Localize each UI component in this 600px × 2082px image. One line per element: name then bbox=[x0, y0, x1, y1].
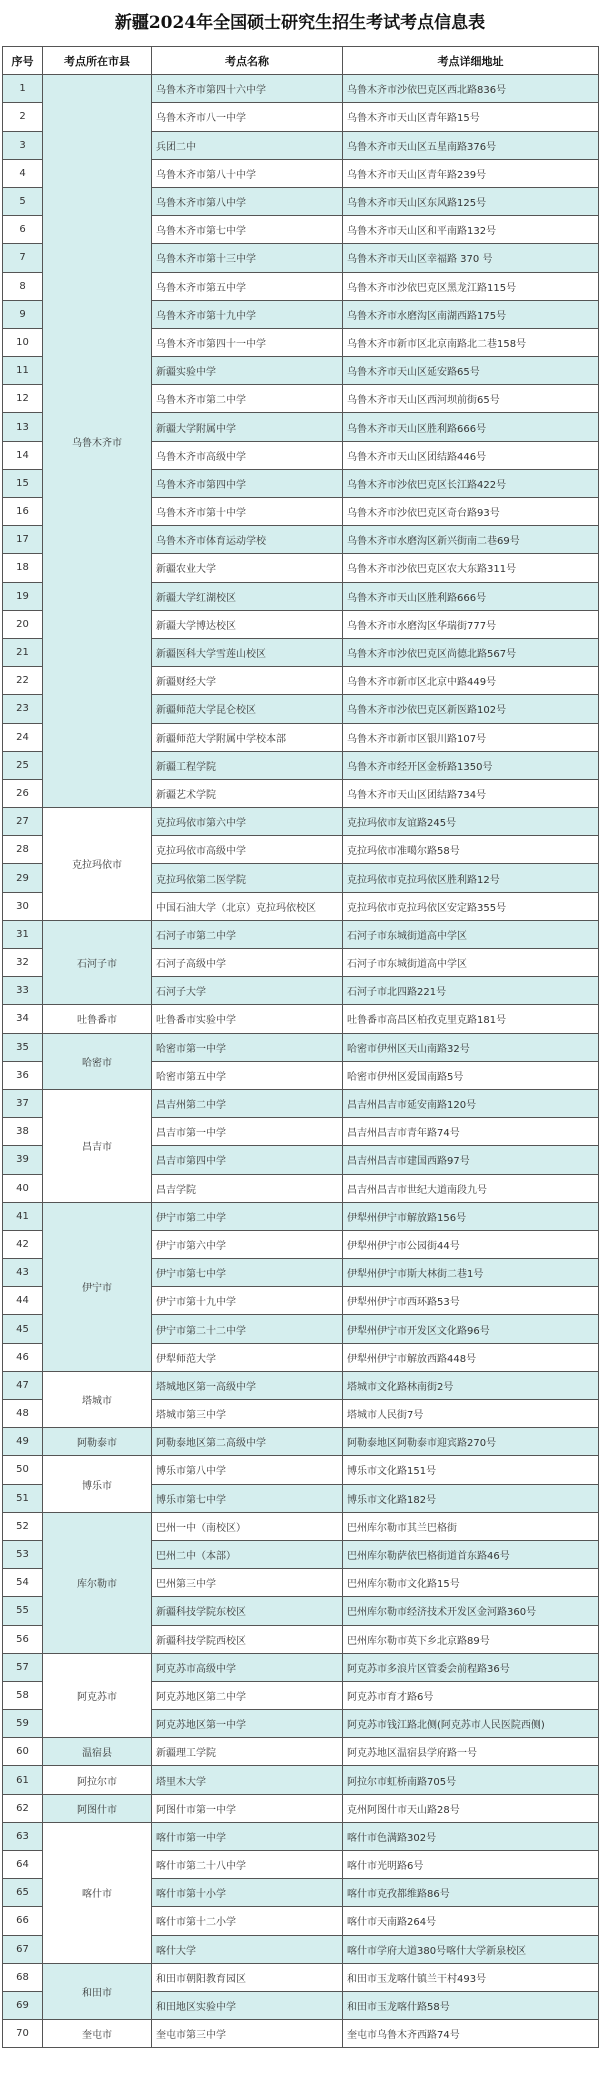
cell-city: 博乐市 bbox=[43, 1456, 152, 1512]
cell-seq: 63 bbox=[3, 1822, 43, 1850]
cell-address: 伊犁州伊宁市西环路53号 bbox=[343, 1287, 599, 1315]
cell-seq: 61 bbox=[3, 1766, 43, 1794]
cell-site-name: 乌鲁木齐市体育运动学校 bbox=[152, 526, 343, 554]
cell-address: 克拉玛依市克拉玛依区安定路355号 bbox=[343, 892, 599, 920]
cell-address: 喀什市色满路302号 bbox=[343, 1822, 599, 1850]
cell-site-name: 新疆大学博达校区 bbox=[152, 610, 343, 638]
cell-address: 塔城市人民街7号 bbox=[343, 1400, 599, 1428]
cell-site-name: 石河子高级中学 bbox=[152, 949, 343, 977]
cell-address: 乌鲁木齐市水磨沟区新兴街南二巷69号 bbox=[343, 526, 599, 554]
table-row bbox=[3, 1005, 599, 1033]
cell-address: 喀什市克孜都维路86号 bbox=[343, 1879, 599, 1907]
cell-site-name: 哈密市第五中学 bbox=[152, 1061, 343, 1089]
cell-seq: 66 bbox=[3, 1907, 43, 1935]
cell-city: 奎屯市 bbox=[43, 2020, 152, 2048]
cell-seq: 65 bbox=[3, 1879, 43, 1907]
cell-address: 乌鲁木齐市沙依巴克区尚德北路567号 bbox=[343, 638, 599, 666]
cell-seq: 12 bbox=[3, 385, 43, 413]
cell-address: 乌鲁木齐市天山区胜利路666号 bbox=[343, 413, 599, 441]
cell-seq: 38 bbox=[3, 1118, 43, 1146]
cell-seq: 53 bbox=[3, 1540, 43, 1568]
cell-site-name: 和田地区实验中学 bbox=[152, 1991, 343, 2019]
header-city: 考点所在市县 bbox=[43, 47, 152, 75]
cell-site-name: 石河子大学 bbox=[152, 977, 343, 1005]
cell-seq: 5 bbox=[3, 187, 43, 215]
cell-address: 石河子市东城街道高中学区 bbox=[343, 949, 599, 977]
cell-seq: 13 bbox=[3, 413, 43, 441]
table-row bbox=[3, 1822, 599, 1850]
cell-seq: 16 bbox=[3, 498, 43, 526]
table-row bbox=[3, 2020, 599, 2048]
cell-address: 阿克苏市育才路6号 bbox=[343, 1681, 599, 1709]
cell-site-name: 新疆科技学院西校区 bbox=[152, 1625, 343, 1653]
cell-seq: 26 bbox=[3, 779, 43, 807]
cell-seq: 42 bbox=[3, 1230, 43, 1258]
cell-site-name: 石河子市第二中学 bbox=[152, 920, 343, 948]
cell-seq: 10 bbox=[3, 328, 43, 356]
cell-site-name: 新疆大学红湖校区 bbox=[152, 582, 343, 610]
cell-seq: 8 bbox=[3, 272, 43, 300]
cell-address: 和田市玉龙喀什镇兰干村493号 bbox=[343, 1963, 599, 1991]
cell-seq: 23 bbox=[3, 695, 43, 723]
cell-site-name: 新疆科技学院东校区 bbox=[152, 1597, 343, 1625]
cell-site-name: 新疆师范大学昆仑校区 bbox=[152, 695, 343, 723]
cell-seq: 59 bbox=[3, 1710, 43, 1738]
cell-site-name: 喀什市第十二小学 bbox=[152, 1907, 343, 1935]
cell-address: 乌鲁木齐市新市区银川路107号 bbox=[343, 723, 599, 751]
cell-city: 克拉玛依市 bbox=[43, 808, 152, 921]
cell-seq: 56 bbox=[3, 1625, 43, 1653]
cell-address: 乌鲁木齐市天山区胜利路666号 bbox=[343, 582, 599, 610]
cell-seq: 54 bbox=[3, 1569, 43, 1597]
cell-address: 乌鲁木齐市天山区团结路446号 bbox=[343, 441, 599, 469]
cell-seq: 9 bbox=[3, 300, 43, 328]
table-row bbox=[3, 1456, 599, 1484]
cell-site-name: 新疆实验中学 bbox=[152, 357, 343, 385]
cell-site-name: 克拉玛依市第六中学 bbox=[152, 808, 343, 836]
cell-address: 喀什市光明路6号 bbox=[343, 1851, 599, 1879]
cell-address: 昌吉州昌吉市世纪大道南段九号 bbox=[343, 1174, 599, 1202]
cell-site-name: 乌鲁木齐市第十中学 bbox=[152, 498, 343, 526]
cell-seq: 31 bbox=[3, 920, 43, 948]
cell-site-name: 乌鲁木齐市第二中学 bbox=[152, 385, 343, 413]
cell-city: 和田市 bbox=[43, 1963, 152, 2019]
cell-seq: 19 bbox=[3, 582, 43, 610]
cell-site-name: 博乐市第七中学 bbox=[152, 1484, 343, 1512]
cell-seq: 3 bbox=[3, 131, 43, 159]
table-row bbox=[3, 920, 599, 948]
table-row bbox=[3, 1738, 599, 1766]
cell-site-name: 塔里木大学 bbox=[152, 1766, 343, 1794]
table-row bbox=[3, 1428, 599, 1456]
cell-address: 昌吉州昌吉市青年路74号 bbox=[343, 1118, 599, 1146]
cell-seq: 32 bbox=[3, 949, 43, 977]
cell-address: 乌鲁木齐市沙依巴克区长江路422号 bbox=[343, 469, 599, 497]
cell-address: 阿克苏地区温宿县学府路一号 bbox=[343, 1738, 599, 1766]
cell-address: 伊犁州伊宁市解放路156号 bbox=[343, 1202, 599, 1230]
header-seq: 序号 bbox=[3, 47, 43, 75]
cell-seq: 1 bbox=[3, 75, 43, 103]
cell-site-name: 喀什大学 bbox=[152, 1935, 343, 1963]
table-body bbox=[3, 75, 599, 2048]
cell-address: 哈密市伊州区爱国南路5号 bbox=[343, 1061, 599, 1089]
cell-address: 乌鲁木齐市水磨沟区华瑞街777号 bbox=[343, 610, 599, 638]
cell-city: 哈密市 bbox=[43, 1033, 152, 1089]
cell-address: 乌鲁木齐市天山区和平南路132号 bbox=[343, 216, 599, 244]
cell-seq: 60 bbox=[3, 1738, 43, 1766]
cell-address: 巴州库尔勒市英下乡北京路89号 bbox=[343, 1625, 599, 1653]
cell-seq: 52 bbox=[3, 1512, 43, 1540]
cell-seq: 45 bbox=[3, 1315, 43, 1343]
cell-address: 阿克苏市钱江路北侧(阿克苏市人民医院西侧) bbox=[343, 1710, 599, 1738]
cell-seq: 28 bbox=[3, 836, 43, 864]
cell-site-name: 克拉玛依第二医学院 bbox=[152, 864, 343, 892]
cell-address: 巴州库尔勒市经济技术开发区金河路360号 bbox=[343, 1597, 599, 1625]
cell-site-name: 乌鲁木齐市第四中学 bbox=[152, 469, 343, 497]
cell-site-name: 奎屯市第三中学 bbox=[152, 2020, 343, 2048]
cell-seq: 29 bbox=[3, 864, 43, 892]
table-row bbox=[3, 1089, 599, 1117]
cell-address: 哈密市伊州区天山南路32号 bbox=[343, 1033, 599, 1061]
cell-address: 乌鲁木齐市新市区北京中路449号 bbox=[343, 667, 599, 695]
cell-address: 乌鲁木齐市天山区东风路125号 bbox=[343, 187, 599, 215]
cell-site-name: 新疆农业大学 bbox=[152, 554, 343, 582]
cell-site-name: 昌吉市第一中学 bbox=[152, 1118, 343, 1146]
cell-seq: 22 bbox=[3, 667, 43, 695]
cell-address: 乌鲁木齐市天山区西河坝前街65号 bbox=[343, 385, 599, 413]
cell-seq: 69 bbox=[3, 1991, 43, 2019]
header-address: 考点详细地址 bbox=[343, 47, 599, 75]
cell-seq: 62 bbox=[3, 1794, 43, 1822]
table-header-row bbox=[3, 47, 599, 75]
cell-address: 阿拉尔市虹桥南路705号 bbox=[343, 1766, 599, 1794]
cell-address: 乌鲁木齐市天山区五星南路376号 bbox=[343, 131, 599, 159]
cell-seq: 24 bbox=[3, 723, 43, 751]
cell-seq: 47 bbox=[3, 1371, 43, 1399]
cell-address: 乌鲁木齐市沙依巴克区农大东路311号 bbox=[343, 554, 599, 582]
cell-address: 乌鲁木齐市沙依巴克区奇台路93号 bbox=[343, 498, 599, 526]
cell-seq: 39 bbox=[3, 1146, 43, 1174]
cell-seq: 35 bbox=[3, 1033, 43, 1061]
cell-address: 伊犁州伊宁市开发区文化路96号 bbox=[343, 1315, 599, 1343]
cell-seq: 57 bbox=[3, 1653, 43, 1681]
cell-site-name: 伊宁市第十九中学 bbox=[152, 1287, 343, 1315]
cell-address: 乌鲁木齐市天山区延安路65号 bbox=[343, 357, 599, 385]
cell-seq: 55 bbox=[3, 1597, 43, 1625]
cell-address: 乌鲁木齐市天山区青年路15号 bbox=[343, 103, 599, 131]
cell-seq: 2 bbox=[3, 103, 43, 131]
cell-site-name: 巴州第三中学 bbox=[152, 1569, 343, 1597]
cell-address: 石河子市北四路221号 bbox=[343, 977, 599, 1005]
cell-seq: 18 bbox=[3, 554, 43, 582]
table-row bbox=[3, 1202, 599, 1230]
cell-seq: 50 bbox=[3, 1456, 43, 1484]
cell-address: 喀什市天南路264号 bbox=[343, 1907, 599, 1935]
cell-site-name: 新疆大学附属中学 bbox=[152, 413, 343, 441]
cell-site-name: 阿克苏市高级中学 bbox=[152, 1653, 343, 1681]
cell-city: 阿拉尔市 bbox=[43, 1766, 152, 1794]
cell-city: 昌吉市 bbox=[43, 1089, 152, 1202]
cell-address: 克拉玛依市克拉玛依区胜利路12号 bbox=[343, 864, 599, 892]
cell-address: 昌吉州昌吉市建国西路97号 bbox=[343, 1146, 599, 1174]
cell-seq: 49 bbox=[3, 1428, 43, 1456]
cell-address: 乌鲁木齐市天山区团结路734号 bbox=[343, 779, 599, 807]
cell-address: 巴州库尔勒市文化路15号 bbox=[343, 1569, 599, 1597]
cell-site-name: 新疆理工学院 bbox=[152, 1738, 343, 1766]
cell-seq: 68 bbox=[3, 1963, 43, 1991]
cell-site-name: 吐鲁番市实验中学 bbox=[152, 1005, 343, 1033]
cell-site-name: 喀什市第十小学 bbox=[152, 1879, 343, 1907]
cell-city: 石河子市 bbox=[43, 920, 152, 1005]
cell-address: 乌鲁木齐市沙依巴克区新医路102号 bbox=[343, 695, 599, 723]
cell-site-name: 新疆工程学院 bbox=[152, 751, 343, 779]
table-row bbox=[3, 1766, 599, 1794]
cell-seq: 6 bbox=[3, 216, 43, 244]
cell-seq: 30 bbox=[3, 892, 43, 920]
cell-address: 博乐市文化路182号 bbox=[343, 1484, 599, 1512]
cell-seq: 46 bbox=[3, 1343, 43, 1371]
cell-site-name: 乌鲁木齐市第十九中学 bbox=[152, 300, 343, 328]
cell-site-name: 塔城地区第一高级中学 bbox=[152, 1371, 343, 1399]
cell-seq: 36 bbox=[3, 1061, 43, 1089]
cell-address: 喀什市学府大道380号喀什大学新泉校区 bbox=[343, 1935, 599, 1963]
cell-seq: 48 bbox=[3, 1400, 43, 1428]
cell-city: 库尔勒市 bbox=[43, 1512, 152, 1653]
cell-site-name: 哈密市第一中学 bbox=[152, 1033, 343, 1061]
cell-seq: 51 bbox=[3, 1484, 43, 1512]
cell-seq: 37 bbox=[3, 1089, 43, 1117]
cell-site-name: 昌吉学院 bbox=[152, 1174, 343, 1202]
cell-site-name: 乌鲁木齐市第八中学 bbox=[152, 187, 343, 215]
cell-seq: 64 bbox=[3, 1851, 43, 1879]
cell-address: 伊犁州伊宁市解放西路448号 bbox=[343, 1343, 599, 1371]
cell-site-name: 乌鲁木齐市第八十中学 bbox=[152, 159, 343, 187]
cell-seq: 7 bbox=[3, 244, 43, 272]
cell-address: 乌鲁木齐市沙依巴克区黑龙江路115号 bbox=[343, 272, 599, 300]
table-row bbox=[3, 1794, 599, 1822]
cell-site-name: 克拉玛依市高级中学 bbox=[152, 836, 343, 864]
cell-address: 克拉玛依市友谊路245号 bbox=[343, 808, 599, 836]
cell-seq: 40 bbox=[3, 1174, 43, 1202]
cell-site-name: 乌鲁木齐市第七中学 bbox=[152, 216, 343, 244]
cell-seq: 21 bbox=[3, 638, 43, 666]
cell-city: 吐鲁番市 bbox=[43, 1005, 152, 1033]
cell-seq: 43 bbox=[3, 1259, 43, 1287]
cell-site-name: 喀什市第二十八中学 bbox=[152, 1851, 343, 1879]
cell-site-name: 乌鲁木齐市第十三中学 bbox=[152, 244, 343, 272]
cell-seq: 34 bbox=[3, 1005, 43, 1033]
cell-address: 阿勒泰地区阿勒泰市迎宾路270号 bbox=[343, 1428, 599, 1456]
cell-site-name: 阿图什市第一中学 bbox=[152, 1794, 343, 1822]
table-row bbox=[3, 1963, 599, 1991]
cell-site-name: 和田市朝阳教育园区 bbox=[152, 1963, 343, 1991]
cell-seq: 41 bbox=[3, 1202, 43, 1230]
cell-city: 温宿县 bbox=[43, 1738, 152, 1766]
cell-seq: 44 bbox=[3, 1287, 43, 1315]
cell-site-name: 巴州二中（本部） bbox=[152, 1540, 343, 1568]
table-row bbox=[3, 1371, 599, 1399]
cell-city: 伊宁市 bbox=[43, 1202, 152, 1371]
cell-seq: 4 bbox=[3, 159, 43, 187]
cell-address: 乌鲁木齐市天山区青年路239号 bbox=[343, 159, 599, 187]
cell-address: 乌鲁木齐市沙依巴克区西北路836号 bbox=[343, 75, 599, 103]
cell-site-name: 塔城市第三中学 bbox=[152, 1400, 343, 1428]
cell-site-name: 阿勒泰地区第二高级中学 bbox=[152, 1428, 343, 1456]
cell-seq: 14 bbox=[3, 441, 43, 469]
cell-site-name: 巴州一中（南校区） bbox=[152, 1512, 343, 1540]
cell-seq: 17 bbox=[3, 526, 43, 554]
header-site: 考点名称 bbox=[152, 47, 343, 75]
cell-address: 奎屯市乌鲁木齐西路74号 bbox=[343, 2020, 599, 2048]
page-title: 新疆2024年全国硕士研究生招生考试考点信息表 bbox=[114, 13, 486, 33]
cell-site-name: 乌鲁木齐市高级中学 bbox=[152, 441, 343, 469]
cell-site-name: 中国石油大学（北京）克拉玛依校区 bbox=[152, 892, 343, 920]
cell-site-name: 博乐市第八中学 bbox=[152, 1456, 343, 1484]
cell-seq: 25 bbox=[3, 751, 43, 779]
table-row bbox=[3, 1512, 599, 1540]
cell-site-name: 乌鲁木齐市八一中学 bbox=[152, 103, 343, 131]
cell-site-name: 阿克苏地区第一中学 bbox=[152, 1710, 343, 1738]
cell-address: 克州阿图什市天山路28号 bbox=[343, 1794, 599, 1822]
cell-address: 巴州库尔勒市其兰巴格街 bbox=[343, 1512, 599, 1540]
cell-seq: 20 bbox=[3, 610, 43, 638]
cell-seq: 15 bbox=[3, 469, 43, 497]
cell-city: 阿勒泰市 bbox=[43, 1428, 152, 1456]
cell-city: 阿克苏市 bbox=[43, 1653, 152, 1738]
cell-city: 乌鲁木齐市 bbox=[43, 75, 152, 808]
table-row bbox=[3, 75, 599, 103]
cell-address: 阿克苏市多浪片区管委会前程路36号 bbox=[343, 1653, 599, 1681]
cell-site-name: 新疆医科大学雪莲山校区 bbox=[152, 638, 343, 666]
cell-site-name: 新疆师范大学附属中学校本部 bbox=[152, 723, 343, 751]
cell-address: 博乐市文化路151号 bbox=[343, 1456, 599, 1484]
cell-seq: 33 bbox=[3, 977, 43, 1005]
exam-site-table bbox=[2, 46, 599, 2048]
cell-seq: 27 bbox=[3, 808, 43, 836]
cell-site-name: 乌鲁木齐市第四十六中学 bbox=[152, 75, 343, 103]
table-row bbox=[3, 1653, 599, 1681]
cell-site-name: 伊宁市第七中学 bbox=[152, 1259, 343, 1287]
cell-seq: 58 bbox=[3, 1681, 43, 1709]
cell-site-name: 伊宁市第二中学 bbox=[152, 1202, 343, 1230]
cell-address: 伊犁州伊宁市斯大林街二巷1号 bbox=[343, 1259, 599, 1287]
cell-city: 塔城市 bbox=[43, 1371, 152, 1427]
cell-site-name: 昌吉州第二中学 bbox=[152, 1089, 343, 1117]
cell-city: 阿图什市 bbox=[43, 1794, 152, 1822]
cell-city: 喀什市 bbox=[43, 1822, 152, 1963]
cell-address: 伊犁州伊宁市公园街44号 bbox=[343, 1230, 599, 1258]
table-row bbox=[3, 808, 599, 836]
cell-address: 乌鲁木齐市天山区幸福路 370 号 bbox=[343, 244, 599, 272]
cell-address: 乌鲁木齐市水磨沟区南湖西路175号 bbox=[343, 300, 599, 328]
cell-site-name: 昌吉市第四中学 bbox=[152, 1146, 343, 1174]
cell-address: 吐鲁番市高昌区柏孜克里克路181号 bbox=[343, 1005, 599, 1033]
cell-site-name: 伊宁市第六中学 bbox=[152, 1230, 343, 1258]
cell-seq: 11 bbox=[3, 357, 43, 385]
cell-site-name: 兵团二中 bbox=[152, 131, 343, 159]
cell-site-name: 伊犁师范大学 bbox=[152, 1343, 343, 1371]
cell-address: 昌吉州昌吉市延安南路120号 bbox=[343, 1089, 599, 1117]
cell-address: 石河子市东城街道高中学区 bbox=[343, 920, 599, 948]
cell-address: 巴州库尔勒萨依巴格街道首东路46号 bbox=[343, 1540, 599, 1568]
cell-seq: 70 bbox=[3, 2020, 43, 2048]
cell-site-name: 伊宁市第二十二中学 bbox=[152, 1315, 343, 1343]
cell-address: 塔城市文化路林南街2号 bbox=[343, 1371, 599, 1399]
cell-seq: 67 bbox=[3, 1935, 43, 1963]
cell-site-name: 乌鲁木齐市第五中学 bbox=[152, 272, 343, 300]
cell-site-name: 乌鲁木齐市第四十一中学 bbox=[152, 328, 343, 356]
cell-site-name: 新疆财经大学 bbox=[152, 667, 343, 695]
cell-address: 克拉玛依市准噶尔路58号 bbox=[343, 836, 599, 864]
cell-site-name: 新疆艺术学院 bbox=[152, 779, 343, 807]
cell-site-name: 喀什市第一中学 bbox=[152, 1822, 343, 1850]
cell-address: 乌鲁木齐市经开区金桥路1350号 bbox=[343, 751, 599, 779]
table-row bbox=[3, 1033, 599, 1061]
cell-address: 和田市玉龙喀什路58号 bbox=[343, 1991, 599, 2019]
cell-site-name: 阿克苏地区第二中学 bbox=[152, 1681, 343, 1709]
cell-address: 乌鲁木齐市新市区北京南路北二巷158号 bbox=[343, 328, 599, 356]
